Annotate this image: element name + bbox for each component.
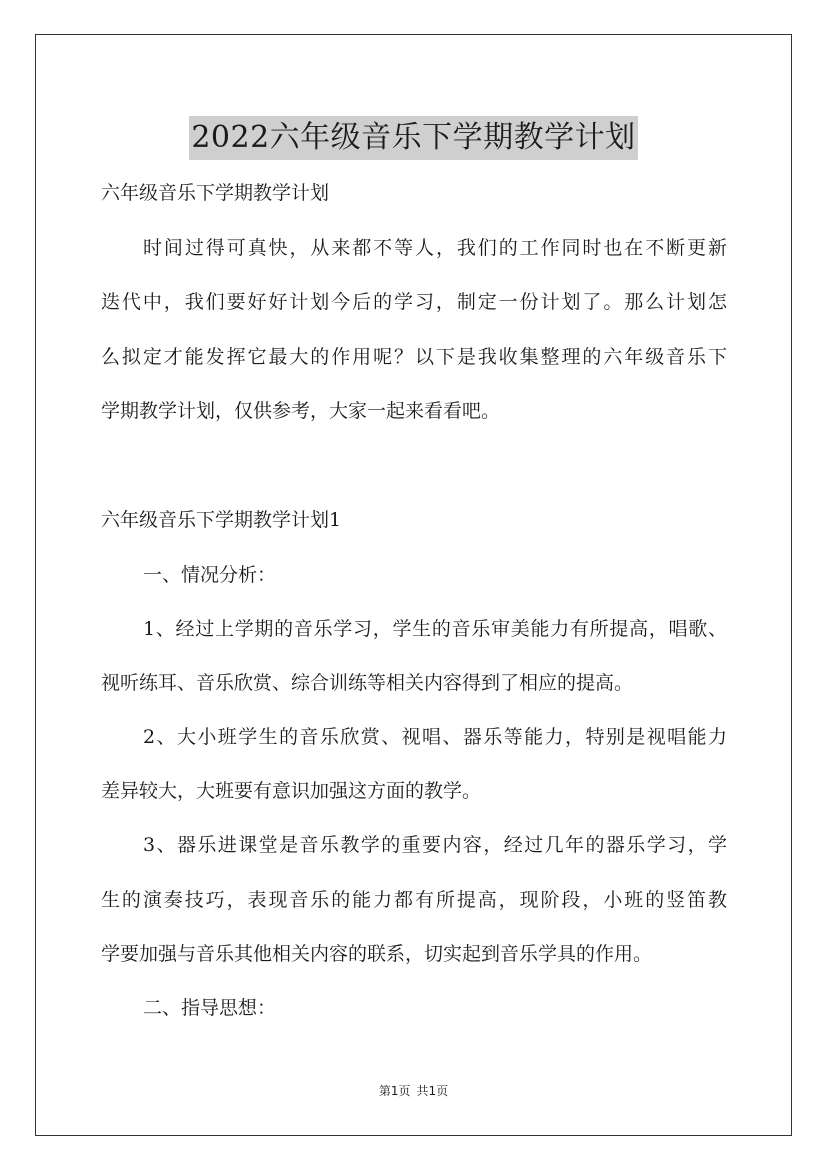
item-1-line-1: 1、经过上学期的音乐学习，学生的音乐审美能力有所提高，唱歌、 [143,618,727,640]
heading-situation-analysis: 一、情况分析： [143,564,277,586]
intro-line-2: 迭代中，我们要好好计划今后的学习，制定一份计划了。那么计划怎 [101,291,727,313]
page-number: 第1页 [378,1084,411,1098]
item-3-line-2: 生的演奏技巧，表现音乐的能力都有所提高，现阶段，小班的竖笛教 [101,889,727,911]
item-2-line-2: 差异较大，大班要有意识加强这方面的教学。 [101,780,482,802]
item-2-line-1: 2、大小班学生的音乐欣赏、视唱、器乐等能力，特别是视唱能力 [143,726,727,748]
page-total: 共1页 [416,1084,449,1098]
item-3-line-1: 3、器乐进课堂是音乐教学的重要内容，经过几年的器乐学习，学 [143,834,727,856]
item-3-line-3: 学要加强与音乐其他相关内容的联系，切实起到音乐学具的作用。 [101,943,653,965]
page-footer [0,1083,827,1099]
document-title: 2022六年级音乐下学期教学计划 [189,116,637,160]
title-container [0,96,827,180]
doc-subtitle: 六年级音乐下学期教学计划 [101,182,330,204]
heading-guiding-thought: 二、指导思想： [143,997,277,1019]
intro-line-4: 学期教学计划，仅供参考，大家一起来看看吧。 [101,400,501,422]
item-1-line-2: 视听练耳、音乐欣赏、综合训练等相关内容得到了相应的提高。 [101,672,634,694]
intro-line-1: 时间过得可真快，从来都不等人，我们的工作同时也在不断更新 [143,237,727,259]
section-heading-plan-1: 六年级音乐下学期教学计划1 [101,509,342,531]
intro-line-3: 么拟定才能发挥它最大的作用呢？以下是我收集整理的六年级音乐下 [101,346,727,368]
